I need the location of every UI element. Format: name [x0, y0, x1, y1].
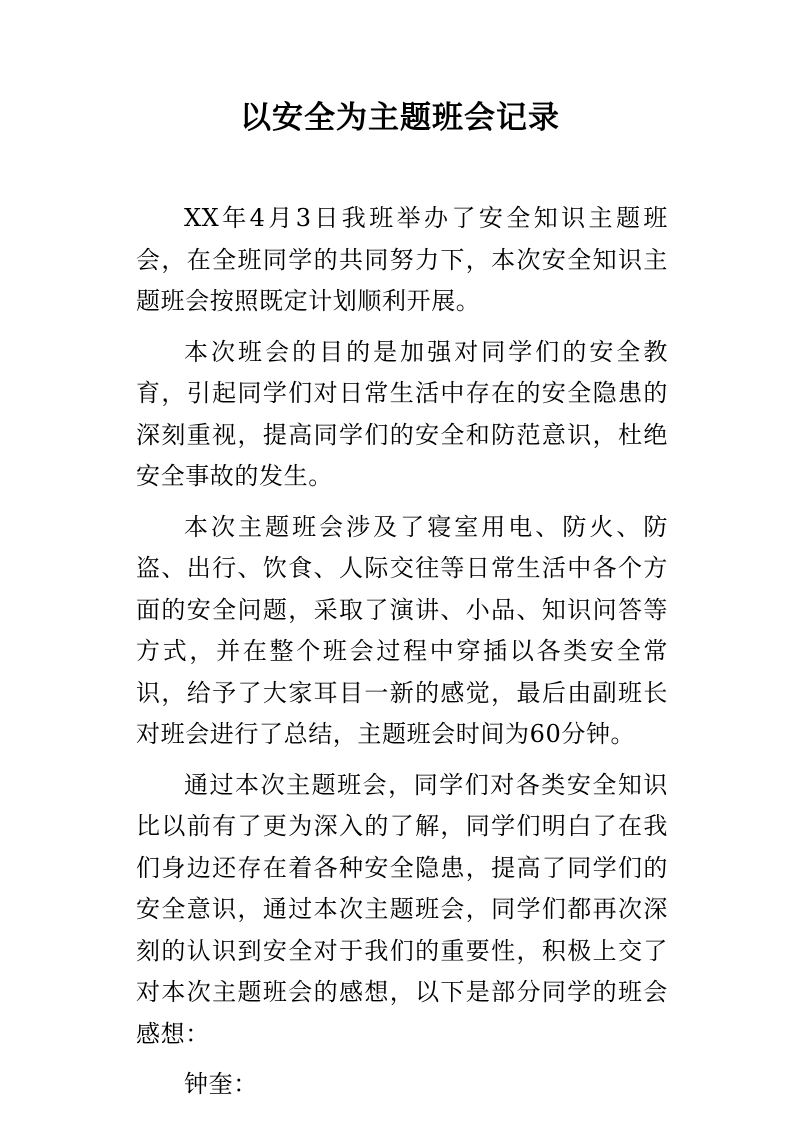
- paragraph-intro: XX年4月3日我班举办了安全知识主题班会，在全班同学的共同努力下，本次安全知识主题班会按照既定计划顺利开展。: [136, 204, 668, 315]
- paragraph-student-name: 钟奎：: [184, 1070, 258, 1098]
- paragraph-outcome: 通过本次主题班会，同学们对各类安全知识比以前有了更为深入的了解，同学们明白了在我们身边还存在着各种安全隐患，提高了同学们的安全意识，通过本次主题班会，同学们都再次深刻的认识到安全对于我们的重要性，积极上交了对本次主题班会的感想，以下是部分同学的班会感想：: [136, 770, 668, 1048]
- document-body: [136, 198, 668, 1115]
- document-title: 以安全为主题班会记录: [240, 100, 560, 136]
- paragraph-content: 本次主题班会涉及了寝室用电、防火、防盗、出行、饮食、人际交往等日常生活中各个方面的安全问题，采取了演讲、小品、知识问答等方式，并在整个班会过程中穿插以各类安全常识，给予了大家耳目一新的感觉，最后由副班长对班会进行了总结，主题班会时间为60分钟。: [136, 512, 668, 748]
- paragraph-purpose: 本次班会的目的是加强对同学们的安全教育，引起同学们对日常生活中存在的安全隐患的深刻重视，提高同学们的安全和防范意识，杜绝安全事故的发生。: [136, 337, 668, 490]
